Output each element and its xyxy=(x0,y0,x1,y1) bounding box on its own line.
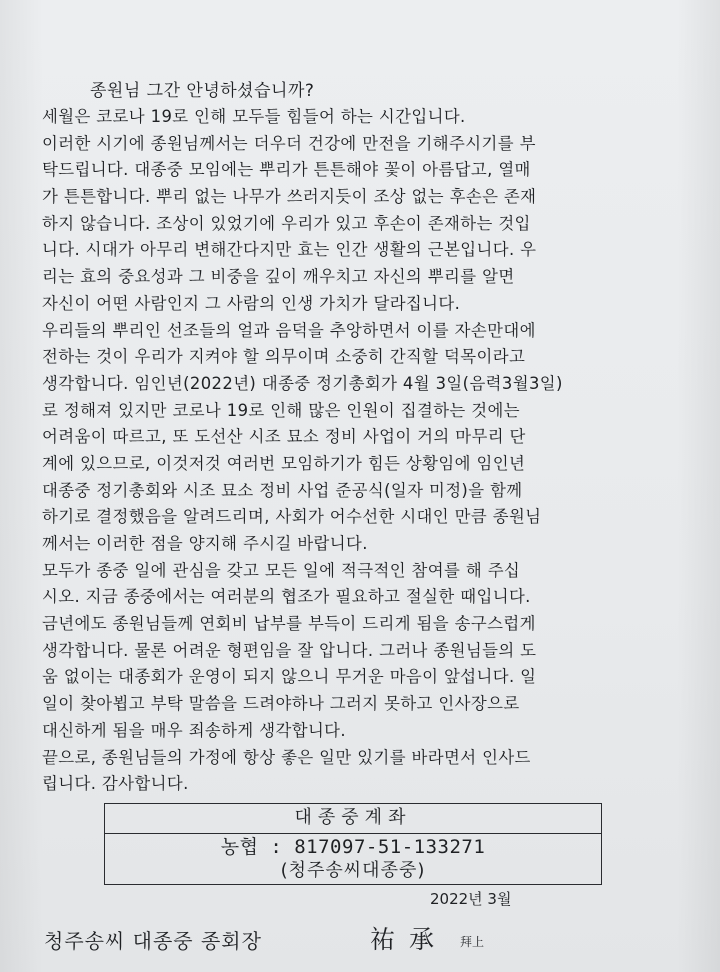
signer-bow: 拜上 xyxy=(460,935,485,949)
body-line: 계에 있으므로, 이것저것 여러번 모임하기가 힘든 상황임에 임인년 xyxy=(42,453,526,473)
body-line: 께서는 이러한 점을 양지해 주시길 바랍니다. xyxy=(42,534,368,553)
body-line: 로 정해져 있지만 코로나 19로 인해 많은 인원이 집결하는 것에는 xyxy=(42,400,520,420)
body-line: 탁드립니다. 대종중 모임에는 뿌리가 튼튼해야 꽃이 아름답고, 열매 xyxy=(42,160,531,180)
body-line: 대종중 정기총회와 시조 묘소 정비 사업 준공식(일자 미정)을 함께 xyxy=(42,480,523,500)
account-box xyxy=(104,803,602,885)
body-line: 어려움이 따르고, 또 도선산 시조 묘소 정비 사업이 거의 마무리 단 xyxy=(42,427,526,447)
letter-date: 2022년 3월 xyxy=(430,890,512,908)
body-line: 이러한 시기에 종원님께서는 더우더 건강에 만전을 기해주시기를 부 xyxy=(42,133,536,153)
body-line: 생각합니다. 임인년(2022년) 대종중 정기총회가 4월 3일(음력3월3일) xyxy=(42,373,563,393)
body-line: 대신하게 됨을 매우 죄송하게 생각합니다. xyxy=(42,720,347,740)
body-line: 니다. 시대가 아무리 변해간다지만 효는 인간 생활의 근본입니다. 우 xyxy=(42,240,537,260)
body-line: 끝으로, 종원님들의 가정에 항상 좋은 일만 있기를 바라면서 인사드 xyxy=(42,747,531,767)
body-line: 일이 찾아뵙고 부탁 말씀을 드려야하나 그러지 못하고 인사장으로 xyxy=(42,694,520,714)
body-line: 리는 효의 중요성과 그 비중을 깊이 깨우치고 자신의 뿌리를 알면 xyxy=(42,267,515,287)
body-line: 생각합니다. 물론 어려운 형편임을 잘 압니다. 그러나 종원님들의 도 xyxy=(42,640,537,660)
account-number: 농협 : 817097-51-133271 xyxy=(220,836,486,858)
account-title: 대종중계좌 xyxy=(105,804,601,834)
body-line: 우리들의 뿌리인 선조들의 얼과 음덕을 추앙하면서 이를 자손만대에 xyxy=(42,320,536,340)
greeting: 종원님 그간 안녕하셨습니까? xyxy=(90,81,315,101)
body-line: 립니다. 감사합니다. xyxy=(42,774,189,794)
signature-title: 청주송씨 대종중 종회장 xyxy=(44,929,262,953)
body-line: 하지 않습니다. 조상이 있었기에 우리가 있고 후손이 존재하는 것입 xyxy=(42,213,531,233)
body-line: 시오. 지금 종중에서는 여러분의 협조가 필요하고 절실한 때입니다. xyxy=(42,587,531,607)
body-line: 세월은 코로나 19로 인해 모두들 힘들어 하는 시간입니다. xyxy=(42,107,466,126)
letter-body xyxy=(42,104,682,798)
body-line: 자신이 어떤 사람인지 그 사람의 인생 가치가 달라집니다. xyxy=(42,293,461,313)
body-line: 모두가 종중 일에 관심을 갖고 모든 일에 적극적인 참여를 해 주십 xyxy=(42,560,521,580)
body-line: 하기로 결정했음을 알려드리며, 사회가 어수선한 시대인 만큼 종원님 xyxy=(42,507,542,527)
body-line: 가 튼튼합니다. 뿌리 없는 나무가 쓰러지듯이 조상 없는 후손은 존재 xyxy=(42,187,537,207)
body-line: 금년에도 종원님들께 연회비 납부를 부득이 드리게 됨을 송구스럽게 xyxy=(42,614,536,634)
account-holder: (청주송씨대종중) xyxy=(280,860,426,881)
body-line: 움 없이는 대종회가 운영이 되지 않으니 무거운 마음이 앞섭니다. 일 xyxy=(42,667,537,687)
body-line: 전하는 것이 우리가 지켜야 할 의무이며 소중히 간직할 덕목이라고 xyxy=(42,347,526,367)
signer-name: 祐承 xyxy=(370,925,449,954)
